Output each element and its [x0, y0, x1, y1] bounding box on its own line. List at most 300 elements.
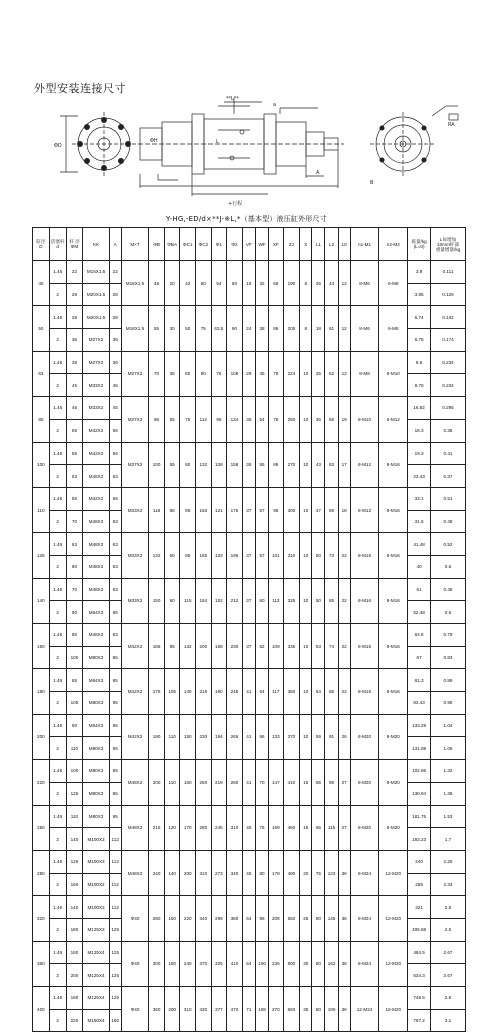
spec-cell: 64: [242, 896, 255, 941]
spec-cell: 80: [312, 987, 325, 1032]
spec-cell: 38: [164, 351, 180, 396]
mass-cell: 181.75: [408, 805, 431, 828]
kk-cell: M20X1.5: [83, 283, 109, 306]
spec-cell: 60: [164, 578, 180, 623]
spec-cell: 340: [196, 896, 212, 941]
spec-cell: 36: [338, 987, 350, 1032]
rod-diameter-cell: 160: [66, 941, 83, 964]
bore-diameter-cell: 280: [33, 850, 50, 895]
rod-diameter-cell: 125: [66, 850, 83, 873]
rod-variant-cell: 1.46: [49, 306, 66, 329]
rod-variant-cell: 2: [49, 601, 66, 624]
a-cell: 95: [109, 760, 121, 783]
column-header: VF: [242, 228, 255, 261]
spec-cell: 8-M20: [379, 805, 408, 850]
rod-diameter-cell: 90: [66, 714, 83, 737]
spec-cell: 230: [196, 714, 212, 759]
mass-increment-cell: 0.41: [430, 442, 465, 465]
label-phi-h: ΦH: [150, 138, 158, 144]
column-header: Φ1: [211, 228, 227, 261]
spec-cell: 121: [211, 487, 227, 532]
spec-cell: 133: [211, 533, 227, 578]
mass-cell: 83.43: [408, 692, 431, 715]
mass-increment-cell: 2.67: [430, 941, 465, 964]
spec-cell: 43: [312, 442, 325, 487]
mass-increment-cell: 0.95: [430, 692, 465, 715]
spec-cell: 115: [180, 578, 196, 623]
rod-variant-cell: 2: [49, 646, 66, 669]
a-cell: 56: [109, 419, 121, 442]
a-cell: 125: [109, 987, 121, 1010]
a-cell: 112: [109, 873, 121, 896]
a-cell: 95: [109, 737, 121, 760]
spec-cell: 150: [149, 578, 165, 623]
table-row: [33, 987, 466, 998]
spec-cell: 26: [312, 261, 325, 306]
bore-diameter-cell: 320: [33, 896, 50, 941]
spec-cell: 41: [242, 669, 255, 714]
rod-variant-cell: 1.46: [49, 896, 66, 919]
spec-cell: 12-M20: [379, 896, 408, 941]
rod-diameter-cell: 180: [66, 918, 83, 941]
spec-cell: 22: [338, 578, 350, 623]
spec-cell: 123: [325, 850, 338, 895]
table-row: [33, 941, 466, 952]
table-row: [33, 624, 466, 635]
spec-cell: 8-M16: [379, 669, 408, 714]
rod-variant-cell: 2: [49, 964, 66, 987]
spec-cell: Φ40: [121, 987, 149, 1032]
mass-increment-cell: 0.142: [430, 306, 465, 329]
spec-cell: 236: [269, 941, 283, 986]
rod-variant-cell: 1.46: [49, 487, 66, 510]
spec-cell: 60: [164, 533, 180, 578]
mass-increment-cell: 0.174: [430, 329, 465, 352]
mass-increment-cell: 0.48: [430, 510, 465, 533]
mass-cell: 41.48: [408, 533, 431, 556]
spec-cell: 90: [196, 351, 212, 396]
kk-cell: M64X3: [83, 601, 109, 624]
kk-cell: M48X3: [83, 510, 109, 533]
spec-cell: 370: [196, 941, 212, 986]
mass-cell: 130.94: [408, 782, 431, 805]
spec-cell: 8: [300, 261, 312, 306]
label-ra: RA: [448, 122, 455, 128]
rod-variant-cell: 1.46: [49, 442, 66, 465]
spec-cell: 36: [242, 442, 255, 487]
spec-cell: 8-M12: [350, 487, 379, 532]
a-cell: 63: [109, 510, 121, 533]
rod-diameter-cell: 85: [66, 669, 83, 692]
spec-cell: 6-M8: [379, 306, 408, 351]
spec-cell: 117: [269, 669, 283, 714]
spec-cell: M18X1.5: [121, 306, 149, 351]
spec-cell: 50: [312, 578, 325, 623]
spec-cell: 75: [255, 805, 268, 850]
spec-cell: 55: [255, 442, 268, 487]
table-body: [33, 261, 466, 1032]
kk-cell: M80X3: [83, 737, 109, 760]
rod-variant-cell: 2: [49, 419, 66, 442]
spec-cell: 55: [164, 442, 180, 487]
table-caption: Y-HG,-ED/d×**J-※L,*（基本型）液压缸外形尺寸: [166, 215, 327, 223]
spec-cell: 273: [211, 850, 227, 895]
spec-cell: 41: [242, 714, 255, 759]
mass-increment-cell: 0.234: [430, 374, 465, 397]
spec-cell: 200: [149, 760, 165, 805]
bore-diameter-cell: 200: [33, 714, 50, 759]
spec-cell: 36: [338, 896, 350, 941]
spec-cell: 430: [196, 987, 212, 1032]
mass-cell: 23.43: [408, 465, 431, 488]
spec-cell: 6-M10: [379, 351, 408, 396]
a-cell: 85: [109, 714, 121, 737]
kk-cell: M16X1.5: [83, 261, 109, 284]
rod-diameter-cell: 45: [66, 374, 83, 397]
kk-cell: M125X4: [83, 941, 109, 964]
rod-diameter-cell: 110: [66, 737, 83, 760]
kk-cell: M125X3: [83, 918, 109, 941]
kk-cell: M48X2: [83, 624, 109, 647]
spec-cell: M27X2: [121, 351, 149, 396]
spec-cell: 85: [325, 669, 338, 714]
spec-cell: 10: [300, 351, 312, 396]
spec-cell: 200: [180, 850, 196, 895]
spec-cell: 12: [338, 261, 350, 306]
spec-cell: 140: [180, 669, 196, 714]
spec-cell: 280: [227, 760, 243, 805]
rod-diameter-cell: 125: [66, 782, 83, 805]
spec-cell: 380: [227, 896, 243, 941]
mass-increment-cell: 3.1: [430, 1009, 465, 1032]
mass-cell: 3.85: [408, 283, 431, 306]
spec-cell: 132: [196, 442, 212, 487]
rod-diameter-cell: 70: [66, 510, 83, 533]
spec-cell: 38: [255, 306, 268, 351]
spec-cell: 250: [283, 397, 300, 442]
spec-cell: 45: [255, 351, 268, 396]
mass-cell: 259: [408, 873, 431, 896]
rod-diameter-cell: 28: [66, 283, 83, 306]
kk-cell: M27X2: [83, 351, 109, 374]
spec-cell: 194: [211, 714, 227, 759]
bore-diameter-cell: 250: [33, 805, 50, 850]
rod-diameter-cell: 28: [66, 306, 83, 329]
spec-cell: 220: [180, 896, 196, 941]
mass-cell: 16.82: [408, 397, 431, 420]
spec-cell: 170: [180, 805, 196, 850]
spec-cell: 133: [269, 714, 283, 759]
spec-cell: 600: [283, 941, 300, 986]
spec-cell: 29: [242, 351, 255, 396]
a-cell: 85: [109, 669, 121, 692]
spec-cell: 270: [269, 987, 283, 1032]
rod-variant-cell: 2: [49, 465, 66, 488]
spec-cell: 280: [196, 805, 212, 850]
spec-cell: 158: [227, 442, 243, 487]
spec-cell: 325: [211, 941, 227, 986]
rod-variant-cell: 2: [49, 873, 66, 896]
rod-variant-cell: 1.46: [49, 714, 66, 737]
spec-cell: 10: [300, 714, 312, 759]
mass-cell: 33.1: [408, 487, 431, 510]
a-cell: 95: [109, 692, 121, 715]
spec-cell: 80: [312, 941, 325, 986]
rod-variant-cell: 1.46: [49, 760, 66, 783]
spec-cell: 10: [300, 624, 312, 669]
spec-cell: 75: [312, 850, 325, 895]
kk-cell: M64X3: [83, 669, 109, 692]
mass-increment-cell: 2.5: [430, 918, 465, 941]
a-cell: 28: [109, 306, 121, 329]
column-header: Φ2: [227, 228, 243, 261]
spec-cell: 219: [211, 760, 227, 805]
kk-cell: M27X2: [83, 329, 109, 352]
column-header: L每增加 10mm杆部 重量增量/kg: [430, 228, 465, 261]
spec-cell: 6-M12: [379, 397, 408, 442]
mass-cell: 534.3: [408, 964, 431, 987]
spec-cell: 30: [164, 306, 180, 351]
kk-cell: M64X3: [83, 714, 109, 737]
spec-cell: 410: [227, 941, 243, 986]
kk-cell: M42X2: [83, 419, 109, 442]
label-stroke: +行程: [228, 201, 243, 207]
spec-cell: 245: [227, 669, 243, 714]
rod-diameter-cell: 180: [66, 987, 83, 1010]
spec-cell: 96: [255, 896, 268, 941]
spec-cell: Φ40: [121, 941, 149, 986]
rod-diameter-cell: 56: [66, 442, 83, 465]
kk-cell: M160X4: [83, 1009, 109, 1032]
spec-cell: 74: [325, 624, 338, 669]
a-cell: 36: [109, 351, 121, 374]
rod-diameter-cell: 45: [66, 397, 83, 420]
a-cell: 56: [109, 442, 121, 465]
rod-variant-cell: 1.46: [49, 669, 66, 692]
spec-cell: 215: [149, 805, 165, 850]
bore-diameter-cell: 80: [33, 397, 50, 442]
bore-diameter-cell: 160: [33, 624, 50, 669]
spec-cell: 37: [242, 624, 255, 669]
spec-cell: 8-M6: [350, 306, 379, 351]
column-header: ZJ: [283, 228, 300, 261]
a-cell: 95: [109, 646, 121, 669]
rod-diameter-cell: 140: [66, 896, 83, 919]
rod-variant-cell: 2: [49, 782, 66, 805]
spec-cell: 19: [242, 261, 255, 306]
mass-increment-cell: 2.33: [430, 873, 465, 896]
spec-cell: 27: [338, 805, 350, 850]
spec-cell: 60: [196, 261, 212, 306]
spec-cell: M18X1.5: [121, 261, 149, 306]
spec-cell: 65: [312, 760, 325, 805]
mass-increment-cell: 0.79: [430, 624, 465, 647]
kk-cell: M20X1.5: [83, 306, 109, 329]
rod-variant-cell: 1.46: [49, 397, 66, 420]
spec-cell: 8-M6: [350, 261, 379, 306]
spec-cell: 8-M16: [379, 533, 408, 578]
spec-cell: 45: [242, 850, 255, 895]
spec-cell: 8-M20: [350, 760, 379, 805]
column-header: ΦC2: [196, 228, 212, 261]
mass-increment-cell: 0.83: [430, 646, 465, 669]
column-header: n2-M2: [379, 228, 408, 261]
kk-cell: M48X2: [83, 578, 109, 601]
spec-cell: 10: [300, 578, 312, 623]
rod-diameter-cell: 220: [66, 1009, 83, 1032]
mass-increment-cell: 0.6: [430, 601, 465, 624]
spec-cell: 55: [164, 397, 180, 442]
spec-cell: 86: [149, 397, 165, 442]
spec-cell: 86: [269, 306, 283, 351]
spec-cell: 85: [325, 578, 338, 623]
spec-cell: 10: [300, 442, 312, 487]
spec-cell: 190: [283, 261, 300, 306]
spec-cell: 208: [269, 896, 283, 941]
spec-cell: 80: [180, 442, 196, 487]
spec-cell: 180: [164, 941, 180, 986]
rod-variant-cell: 1.46: [49, 261, 66, 284]
spec-cell: 250: [196, 760, 212, 805]
spec-cell: 6-M8: [379, 261, 408, 306]
bore-diameter-cell: 125: [33, 533, 50, 578]
spec-cell: 310: [196, 850, 212, 895]
a-cell: 112: [109, 896, 121, 919]
mass-increment-cell: 1.36: [430, 782, 465, 805]
spec-cell: M48X2: [121, 760, 149, 805]
column-header: 杆 径 ΦM: [66, 228, 83, 261]
spec-cell: 150: [180, 714, 196, 759]
rod-diameter-cell: 63: [66, 533, 83, 556]
a-cell: 63: [109, 624, 121, 647]
spec-cell: 65: [312, 805, 325, 850]
spec-cell: 15: [300, 760, 312, 805]
spec-cell: 8-M20: [350, 714, 379, 759]
spec-cell: 190: [149, 714, 165, 759]
column-header: XF: [269, 228, 283, 261]
spec-cell: M33X2: [121, 578, 149, 623]
column-header: M×T: [121, 228, 149, 261]
mass-cell: 484.5: [408, 941, 431, 964]
spec-cell: 16-M20: [379, 987, 408, 1032]
spec-cell: 89: [269, 442, 283, 487]
table-row: [33, 397, 466, 408]
rod-diameter-cell: 90: [66, 601, 83, 624]
spec-cell: 95: [269, 487, 283, 532]
rod-diameter-cell: 200: [66, 964, 83, 987]
mass-cell: 405.58: [408, 918, 431, 941]
kk-cell: M80X3: [83, 692, 109, 715]
spec-cell: 61: [325, 306, 338, 351]
column-header: 质量/kg (L=0): [408, 228, 431, 261]
spec-cell: 22: [338, 533, 350, 578]
spec-cell: 340: [227, 850, 243, 895]
kk-cell: M42X2: [83, 442, 109, 465]
rod-diameter-cell: 80: [66, 624, 83, 647]
spec-cell: 120: [164, 805, 180, 850]
a-cell: 125: [109, 918, 121, 941]
spec-cell: 12: [338, 351, 350, 396]
a-cell: 95: [109, 805, 121, 828]
column-header: 缸径 D: [33, 228, 50, 261]
spec-cell: 75: [180, 397, 196, 442]
rod-diameter-cell: 80: [66, 555, 83, 578]
column-header: L0: [338, 228, 350, 261]
spec-cell: 25: [312, 351, 325, 396]
a-cell: 112: [109, 828, 121, 851]
spec-cell: 410: [283, 760, 300, 805]
bore-diameter-cell: 110: [33, 487, 50, 532]
kk-cell: M42X2: [83, 487, 109, 510]
mass-cell: 6.74: [408, 306, 431, 329]
spec-cell: 15: [300, 805, 312, 850]
spec-cell: 10: [300, 533, 312, 578]
spec-cell: 8-M24: [350, 850, 379, 895]
mass-increment-cell: 0.37: [430, 465, 465, 488]
rod-diameter-cell: 160: [66, 873, 83, 896]
spec-cell: 10: [300, 669, 312, 714]
spec-cell: 19: [338, 397, 350, 442]
spec-cell: 30: [300, 941, 312, 986]
spec-cell: 450: [283, 805, 300, 850]
spec-cell: 73: [325, 533, 338, 578]
spec-cell: 95: [211, 397, 227, 442]
spec-cell: 64: [255, 669, 268, 714]
spec-cell: 108: [211, 442, 227, 487]
mass-cell: 9.78: [408, 374, 431, 397]
kk-cell: M80X3: [83, 782, 109, 805]
spec-cell: 470: [227, 987, 243, 1032]
column-header: ΦC1: [180, 228, 196, 261]
mass-increment-cell: 0.36: [430, 419, 465, 442]
spec-cell: 101: [269, 533, 283, 578]
spec-cell: 132: [149, 533, 165, 578]
kk-cell: M33X2: [83, 374, 109, 397]
spec-cell: 60: [180, 351, 196, 396]
spec-cell: 37: [242, 533, 255, 578]
rod-variant-cell: 1.46: [49, 941, 66, 964]
bore-diameter-cell: 100: [33, 442, 50, 487]
spec-cell: 70: [149, 351, 165, 396]
spec-cell: 8-M20: [379, 760, 408, 805]
spec-cell: 12: [338, 306, 350, 351]
table-row: [33, 533, 466, 544]
mass-cell: 19.3: [408, 442, 431, 465]
spec-cell: 8-M8: [350, 351, 379, 396]
spec-cell: 36: [242, 397, 255, 442]
spec-cell: 140: [164, 850, 180, 895]
a-cell: 125: [109, 964, 121, 987]
spec-cell: 58: [325, 397, 338, 442]
spec-cell: 377: [211, 987, 227, 1032]
table-row: [33, 487, 466, 498]
spec-cell: 10: [300, 397, 312, 442]
spec-cell: 47: [312, 487, 325, 532]
mass-increment-cell: 0.89: [430, 669, 465, 692]
spec-cell: 168: [211, 624, 227, 669]
spec-cell: 95: [180, 533, 196, 578]
mass-increment-cell: 1.7: [430, 828, 465, 851]
spec-cell: 48: [149, 261, 165, 306]
mass-increment-cell: 0.111: [430, 261, 465, 284]
mass-cell: 321: [408, 896, 431, 919]
label-small-a: a: [273, 102, 277, 108]
spec-cell: 36: [338, 850, 350, 895]
rod-variant-cell: 1.46: [49, 987, 66, 1010]
table-row: [33, 760, 466, 771]
spec-cell: 370: [283, 714, 300, 759]
spec-cell: 8-M24: [350, 896, 379, 941]
